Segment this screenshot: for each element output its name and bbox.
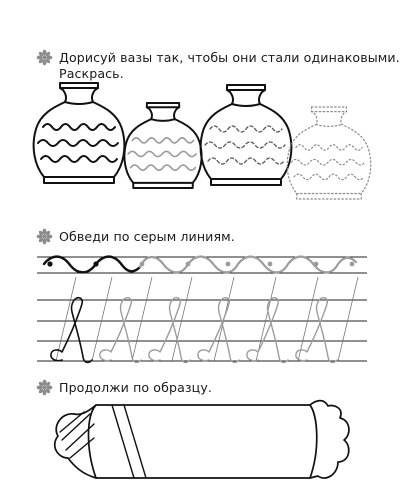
task-instruction: Дорисуй вазы так, чтобы они стали одинаковыми.: [59, 50, 400, 65]
task-instruction: Обведи по серым линиям.: [59, 229, 235, 244]
tracing-area: [0, 210, 405, 375]
task-instruction: Продолжи по образцу.: [59, 380, 213, 395]
cursive-letters-gray: [100, 298, 337, 363]
wave-tracing-line: [37, 257, 367, 273]
task-pattern: [0, 375, 405, 500]
task-vases: [0, 0, 405, 210]
vase-dashed-waves: [201, 85, 292, 185]
task-instruction-continued: Раскрась.: [59, 66, 124, 81]
vase-dotted-outline: [287, 107, 370, 199]
handwriting-lines: [37, 277, 367, 361]
candy-drawing: [0, 375, 405, 500]
task-tracing: [0, 210, 405, 375]
vase-gray-waves: [124, 103, 201, 188]
vase-complete: [34, 83, 125, 183]
cursive-letter-sample: [51, 298, 92, 363]
vases-row: [0, 0, 405, 210]
